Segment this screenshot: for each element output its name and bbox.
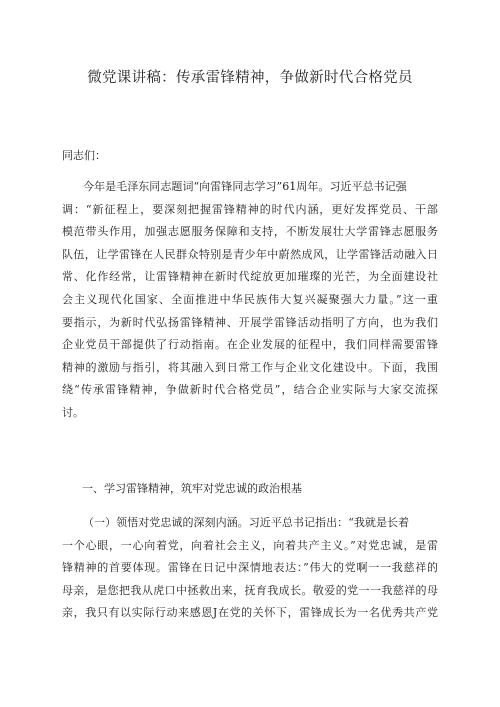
- paragraph-line: 队伍，让学雷锋在人民群众特别是青少年中蔚然成风，让学雷锋活动融入日: [62, 247, 438, 261]
- paragraph-line: 母亲，是您把我从虎口中拯救出来，抚育我成长。敬爱的党一一我慈祥的母: [62, 583, 438, 597]
- paragraph-line: 模范带头作用，加强志愿服务保障和支持，不断发展壮大学雷锋志愿服务: [62, 225, 438, 239]
- paragraph-line: 常、化作经常，让雷锋精神在新时代绽放更加璀璨的光芒，为全面建设社: [62, 270, 438, 284]
- paragraph-line: 要指示，为新时代弘扬雷锋精神、开展学雷锋活动指明了方向，也为我们: [62, 315, 438, 329]
- paragraph-intro: [62, 176, 438, 425]
- paragraph-line: 今年是毛泽东同志题词“向雷锋同志学习”61周年。习近平总书记强: [83, 180, 407, 193]
- paragraph-line: 会主义现代化国家、全面推进中华民族伟大复兴凝聚强大力量。”这一重: [62, 292, 438, 306]
- paragraph-line: 讨。: [62, 405, 85, 419]
- paragraph-line: 亲，我只有以实际行动来感恩J在党的关怀下，雷锋成长为一名优秀共产党: [62, 606, 438, 620]
- paragraph-line: 绕“传承雷锋精神，争做新时代合格党员”，结合企业实际与大家交流探: [62, 383, 438, 397]
- section-heading: 一、学习雷锋精神，筑牢对党忠诚的政治根基: [82, 482, 302, 495]
- paragraph-line: 企业党员干部提供了行动指南。在企业发展的征程中，我们同样需要雷锋: [62, 338, 438, 352]
- paragraph-line: 锋精神的首要体现。雷锋在日记中深情地表达：”伟大的党啊一一我慈祥的: [62, 561, 438, 575]
- paragraph-line: （一）领悟对党忠诚的深刻内涵。习近平总书记指出：“我就是长着: [83, 516, 410, 529]
- paragraph-line: 精神的激励与指引，将其融入到日常工作与企业文化建设中。下面，我围: [62, 360, 438, 374]
- paragraph-line: 一个心眼，一心向着党，向着社会主义，向着共产主义。”对党忠诚，是雷: [62, 538, 438, 552]
- paragraph-line: 调：“新征程上，要深刻把握雷锋精神的时代内涵，更好发挥党员、干部: [62, 202, 438, 216]
- document-title: 微党课讲稿：传承雷锋精神，争做新时代合格党员: [87, 70, 413, 86]
- greeting: 同志们：: [62, 149, 106, 162]
- paragraph-section1: [62, 512, 438, 625]
